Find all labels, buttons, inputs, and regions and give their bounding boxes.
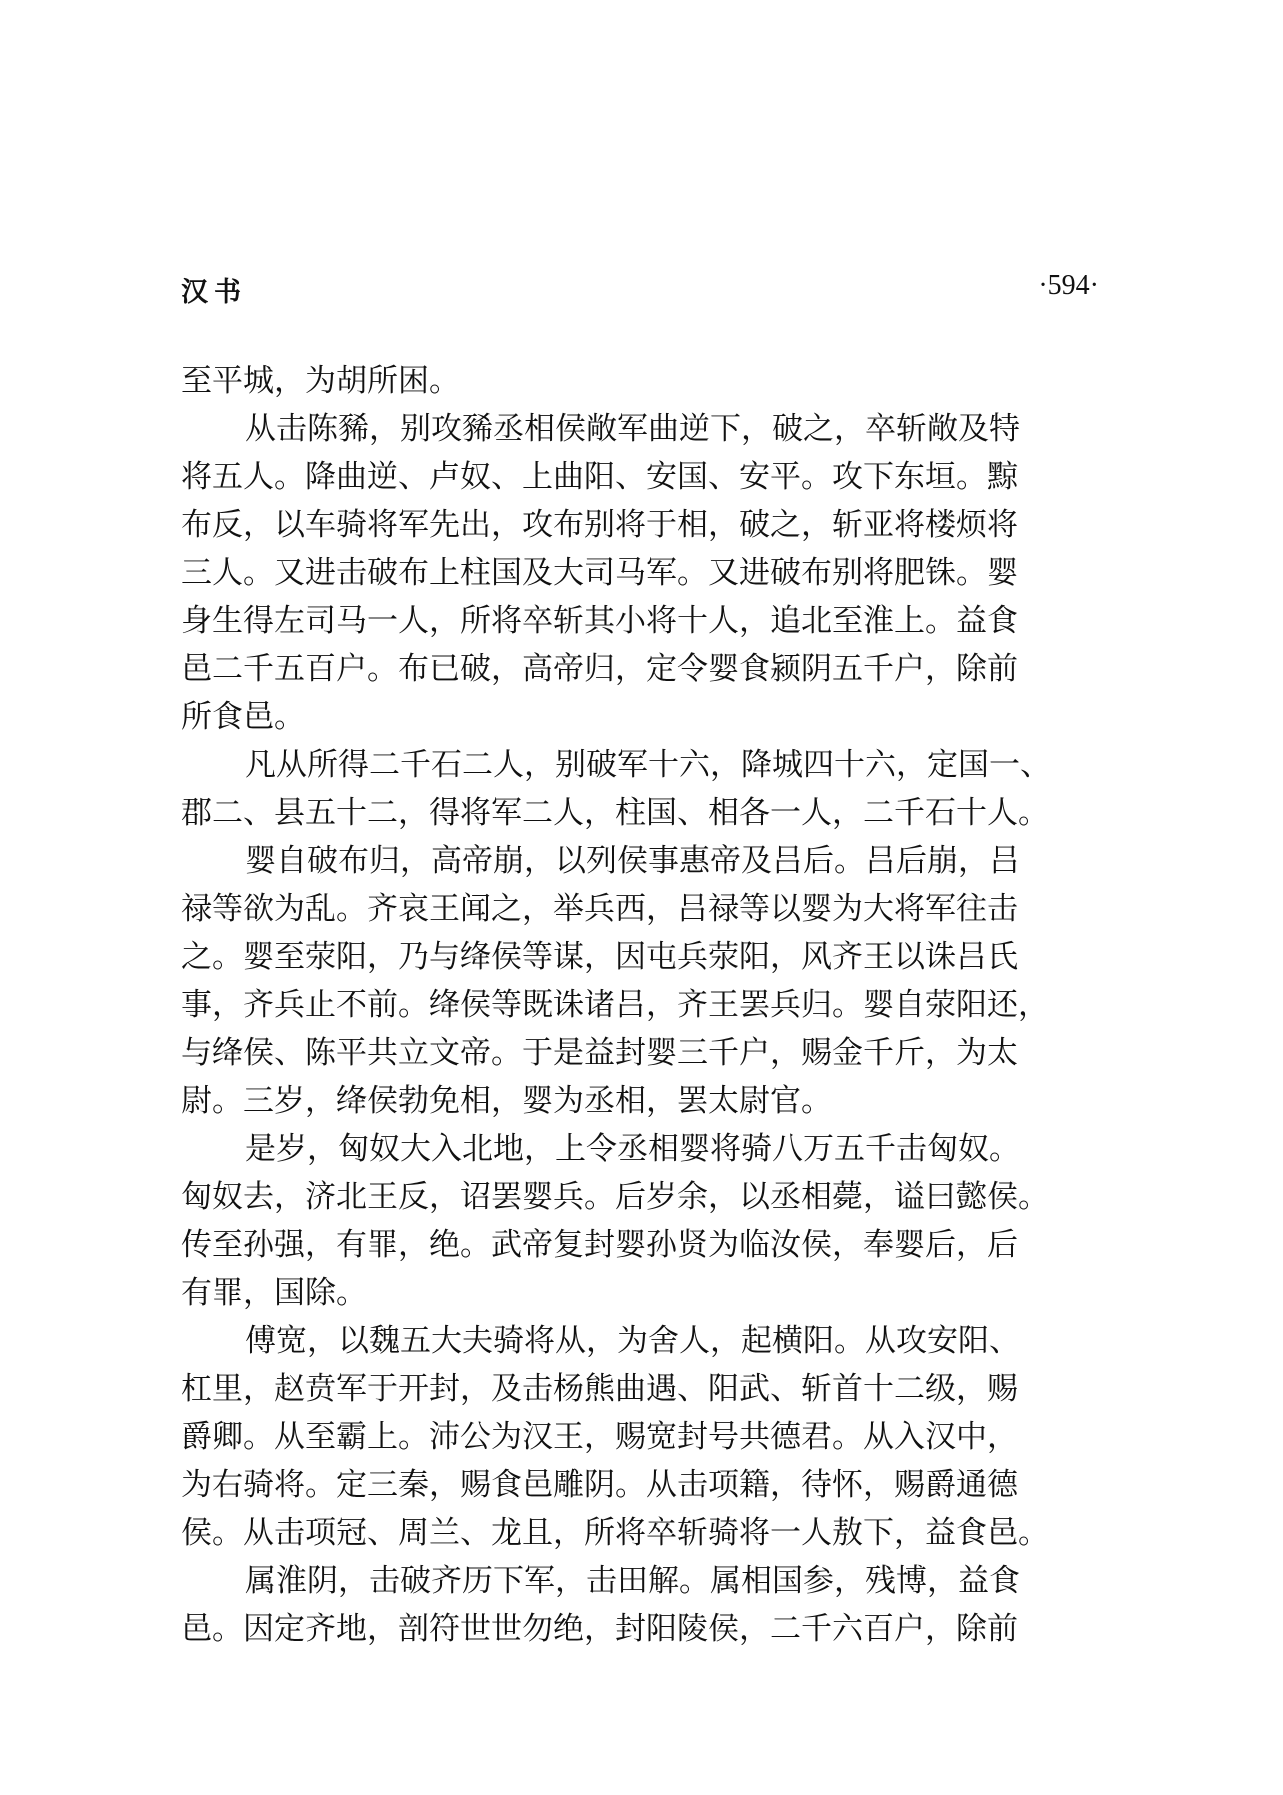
text-line: 侯。从击项冠、周兰、龙且，所将卒斩骑将一人敖下，益食邑。	[181, 1515, 1049, 1551]
text-line: 从击陈豨，别攻豨丞相侯敞军曲逆下，破之，卒斩敞及特	[245, 411, 1020, 447]
text-line: 身生得左司马一人，所将卒斩其小将十人，追北至淮上。益食	[181, 603, 1018, 639]
book-title: 汉书	[181, 277, 247, 308]
text-line: 将五人。降曲逆、卢奴、上曲阳、安国、安平。攻下东垣。黥	[181, 459, 1018, 495]
text-line: 有罪，国除。	[181, 1275, 367, 1311]
text-line: 之。婴至荥阳，乃与绛侯等谋，因屯兵荥阳，风齐王以诛吕氏	[181, 939, 1018, 975]
text-line: 事，齐兵止不前。绛侯等既诛诸吕，齐王罢兵归。婴自荥阳还，	[181, 987, 1049, 1023]
text-line: 邑。因定齐地，剖符世世勿绝，封阳陵侯，二千六百户，除前	[181, 1611, 1018, 1647]
text-line: 傅宽，以魏五大夫骑将从，为舍人，起横阳。从攻安阳、	[245, 1323, 1020, 1359]
text-line: 婴自破布归，高帝崩，以列侯事惠帝及吕后。吕后崩，吕	[245, 843, 1020, 879]
text-line: 匈奴去，济北王反，诏罢婴兵。后岁余，以丞相薨，谥曰懿侯。	[181, 1179, 1049, 1215]
body-text	[181, 357, 1099, 1653]
text-line: 杠里，赵贲军于开封，及击杨熊曲遇、阳武、斩首十二级，赐	[181, 1371, 1018, 1407]
text-line: 传至孙强，有罪，绝。武帝复封婴孙贤为临汝侯，奉婴后，后	[181, 1227, 1018, 1263]
text-line: 邑二千五百户。布已破，高帝归，定令婴食颍阴五千户，除前	[181, 651, 1018, 687]
text-line: 为右骑将。定三秦，赐食邑雕阴。从击项籍，待怀，赐爵通德	[181, 1467, 1018, 1503]
text-line: 所食邑。	[181, 699, 305, 735]
text-line: 三人。又进击破布上柱国及大司马军。又进破布别将肥铢。婴	[181, 555, 1018, 591]
text-line: 与绛侯、陈平共立文帝。于是益封婴三千户，赐金千斤，为太	[181, 1035, 1018, 1071]
page-number: ·594·	[1038, 270, 1099, 301]
text-line: 属淮阴，击破齐历下军，击田解。属相国参，残博，益食	[245, 1563, 1020, 1599]
text-line: 布反，以车骑将军先出，攻布别将于相，破之，斩亚将楼烦将	[181, 507, 1018, 543]
text-line: 是岁，匈奴大入北地，上令丞相婴将骑八万五千击匈奴。	[245, 1131, 1020, 1167]
text-line: 尉。三岁，绛侯勃免相，婴为丞相，罢太尉官。	[181, 1083, 832, 1119]
page-header	[181, 270, 1099, 314]
text-line: 至平城，为胡所困。	[181, 363, 460, 399]
text-line: 郡二、县五十二，得将军二人，柱国、相各一人，二千石十人。	[181, 795, 1049, 831]
text-line: 禄等欲为乱。齐哀王闻之，举兵西，吕禄等以婴为大将军往击	[181, 891, 1018, 927]
text-line: 凡从所得二千石二人，别破军十六，降城四十六，定国一、	[245, 747, 1051, 783]
text-line: 爵卿。从至霸上。沛公为汉王，赐宽封号共德君。从入汉中，	[181, 1419, 1018, 1455]
